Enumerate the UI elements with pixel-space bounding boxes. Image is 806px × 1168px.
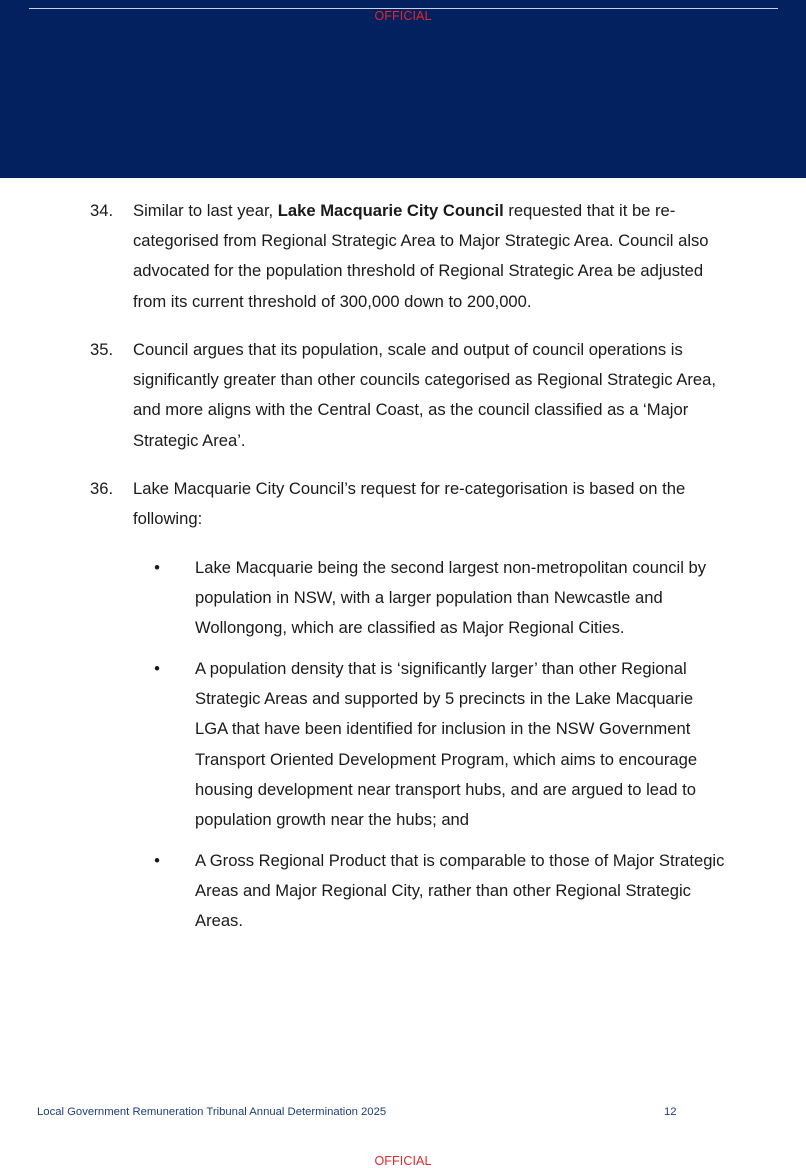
paragraph-text-rest: requested that it be re-categorised from Regional Strategic Area to Major Strategic Area. Council also advocated for the population threshold of Regional Strategic Area be adjusted from its current threshold of 300,000 down to 200,000. <box>133 201 709 311</box>
bullet-marker: • <box>154 659 160 678</box>
paragraph-34 <box>90 196 730 317</box>
paragraph-36 <box>90 474 730 534</box>
council-name-bold: Lake Macquarie City Council <box>277 201 504 220</box>
footer-page-number: 12 <box>664 1106 677 1118</box>
bullet-item-density <box>150 654 730 835</box>
paragraph-number: 34. <box>90 201 114 220</box>
bullet-item-population <box>150 553 730 644</box>
bullet-text: A population density that is ‘significantly larger’ than other Regional Strategic Areas and supported by 5 precincts in the Lake Macquarie LGA that have been identified for inclusion in the NSW Government Transport Oriented Development Program, which aims to encourage housing development near transport hubs, and are argued to lead to population growth near the hubs; and <box>195 659 698 830</box>
bullet-text: A Gross Regional Product that is comparable to those of Major Strategic Areas and Major Regional City, rather than other Regional Strategic Areas. <box>195 851 725 931</box>
paragraph-number: 36. <box>90 479 114 498</box>
paragraph-number: 35. <box>90 340 114 359</box>
bullet-item-gross-regional-product <box>150 846 730 937</box>
paragraph-text: Council argues that its population, scale and output of council operations is significantly greater than other councils categorised as Regional Strategic Area, and more aligns with the Central Coast, as the council classified as a ‘Major Strategic Area’. <box>133 340 716 450</box>
header-band <box>0 0 806 178</box>
paragraph-text <box>133 196 723 317</box>
paragraph-35 <box>90 335 730 456</box>
classification-label-bottom: OFFICIAL <box>374 1154 432 1168</box>
classification-label-top: OFFICIAL <box>374 9 432 23</box>
paragraph-text: Lake Macquarie City Council’s request for re-categorisation is based on the following: <box>133 479 686 529</box>
bullet-text: Lake Macquarie being the second largest non-metropolitan council by population in NSW, with a larger population than Newcastle and Wollongong, which are classified as Major Regional Cities. <box>195 558 707 638</box>
bullet-marker: • <box>154 851 160 870</box>
paragraph-text-lead: Similar to last year, <box>133 201 278 220</box>
bullet-marker: • <box>154 558 160 577</box>
footer-document-title: Local Government Remuneration Tribunal Annual Determination 2025 <box>37 1106 387 1118</box>
